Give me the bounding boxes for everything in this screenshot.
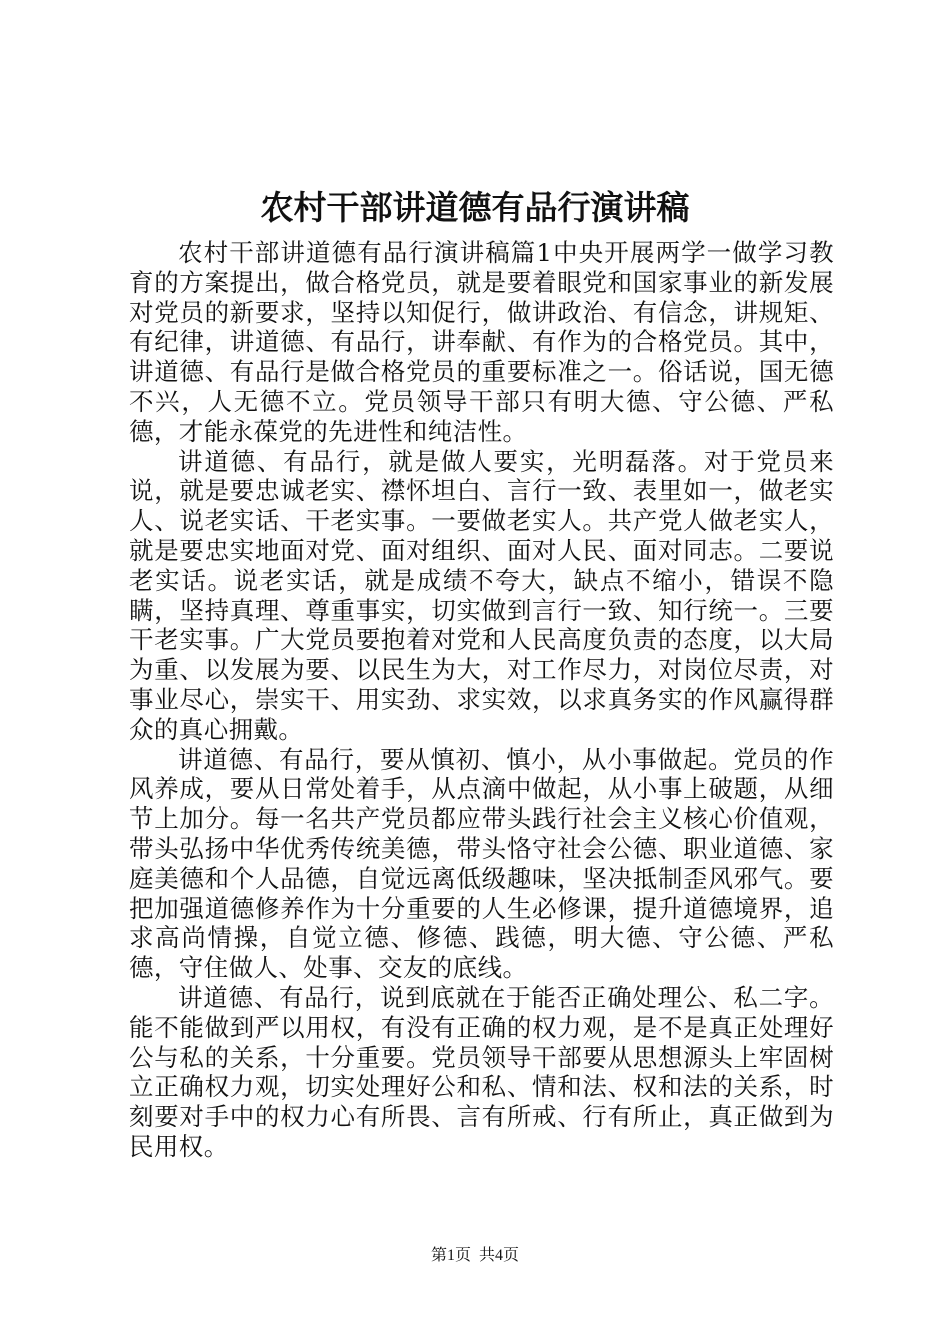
paragraph-2: 讲道德、有品行，就是做人要实，光明磊落。对于党员来说，就是要忠诚老实、襟怀坦白、言行一致、表里如一，做老实人、说老实话、干老实事。一要做老实人。共产党人做老实人，就是要忠实地面对党、面对组织、面对人民、面对同志。二要说老实话。说老实话，就是成绩不夸大，缺点不缩小，错误不隐瞒，坚持真理、尊重事实，切实做到言行一致、知行统一。三要干老实事。广大党员要抱着对党和人民高度负责的态度，以大局为重、以发展为要、以民生为大，对工作尽力，对岗位尽责，对事业尽心，崇实干、用实劲、求实效，以求真务实的作风赢得群众的真心拥戴。 bbox=[129, 446, 834, 744]
document-body bbox=[129, 238, 834, 1162]
page-total: 共4页 bbox=[479, 1247, 520, 1264]
document-title: 农村干部讲道德有品行演讲稿 bbox=[260, 188, 690, 227]
paragraph-4: 讲道德、有品行，说到底就在于能否正确处理公、私二字。能不能做到严以用权，有没有正确的权力观，是不是真正处理好公与私的关系，十分重要。党员领导干部要从思想源头上牢固树立正确权力观，切实处理好公和私、情和法、权和法的关系，时刻要对手中的权力心有所畏、言有所戒、行有所止，真正做到为民用权。 bbox=[129, 982, 834, 1161]
paragraph-1: 农村干部讲道德有品行演讲稿篇1中央开展两学一做学习教育的方案提出，做合格党员，就是要着眼党和国家事业的新发展对党员的新要求，坚持以知促行，做讲政治、有信念，讲规矩、有纪律，讲道德、有品行，讲奉献、有作为的合格党员。其中，讲道德、有品行是做合格党员的重要标准之一。俗话说，国无德不兴，人无德不立。党员领导干部只有明大德、守公德、严私德，才能永葆党的先进性和纯洁性。 bbox=[129, 238, 834, 446]
page-number: 第1页 bbox=[430, 1247, 471, 1264]
page-footer bbox=[0, 1246, 950, 1266]
paragraph-3: 讲道德、有品行，要从慎初、慎小，从小事做起。党员的作风养成，要从日常处着手，从点滴中做起，从小事上破题，从细节上加分。每一名共产党员都应带头践行社会主义核心价值观，带头弘扬中华优秀传统美德，带头恪守社会公德、职业道德、家庭美德和个人品德，自觉远离低级趣味，坚决抵制歪风邪气。要把加强道德修养作为十分重要的人生必修课，提升道德境界，追求高尚情操，自觉立德、修德、践德，明大德、守公德、严私德，守住做人、处事、交友的底线。 bbox=[129, 744, 834, 983]
